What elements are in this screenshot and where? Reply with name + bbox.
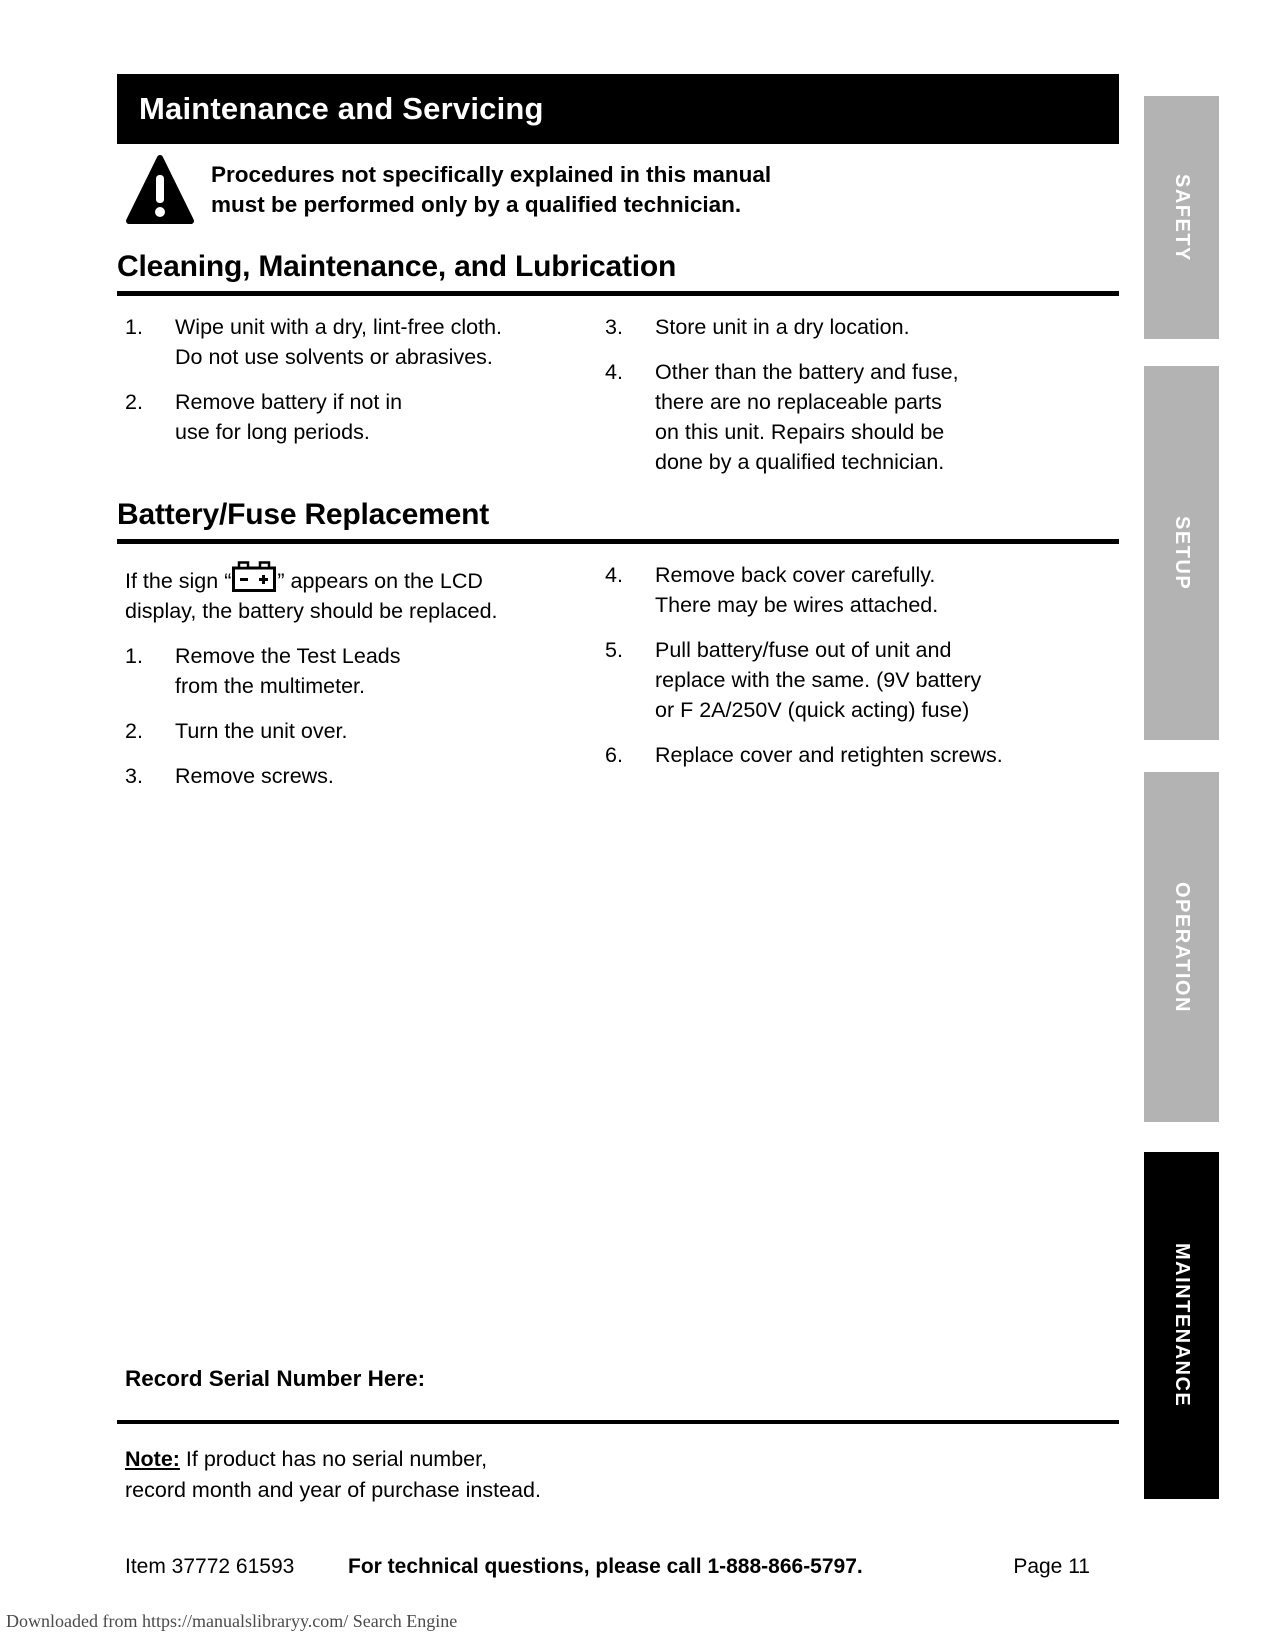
- list-number: 3.: [605, 315, 623, 339]
- list-text: [175, 716, 348, 746]
- list-line: Wipe unit with a dry, lint-free cloth.: [175, 315, 503, 339]
- list-line: Turn the unit over.: [175, 719, 348, 743]
- list-line: there are no replaceable parts: [655, 390, 942, 414]
- warning-triangle-icon: [125, 154, 195, 226]
- list-line: There may be wires attached.: [655, 593, 939, 617]
- cleaning-columns: [117, 312, 1119, 492]
- list-text: [655, 357, 959, 477]
- list-line: from the multimeter.: [175, 674, 365, 698]
- tab-setup: [1144, 366, 1219, 740]
- list-number: 3.: [125, 764, 143, 788]
- note-label: Note:: [125, 1447, 180, 1471]
- list-number: 6.: [605, 743, 623, 767]
- list-line: replace with the same. (9V battery: [655, 668, 982, 692]
- section-cleaning: [117, 250, 1119, 492]
- list-line: done by a qualified technician.: [655, 450, 945, 474]
- list-number: 2.: [125, 390, 143, 414]
- list-line: Other than the battery and fuse,: [655, 360, 959, 384]
- list-text: [655, 740, 1003, 770]
- note-line-2: record month and year of purchase instead.: [125, 1478, 541, 1502]
- list-line: Replace cover and retighten screws.: [655, 743, 1003, 767]
- serial-number-label: Record Serial Number Here:: [125, 1366, 426, 1391]
- list-item: [125, 716, 605, 746]
- list-text: [175, 641, 401, 701]
- warning-line-1: Procedures not specifically explained in this manual: [211, 162, 772, 187]
- list-line: Remove the Test Leads: [175, 644, 401, 668]
- list-text: [655, 312, 910, 342]
- note-line-1: [125, 1444, 541, 1475]
- list-item: [605, 357, 1119, 477]
- list-line: Remove battery if not in: [175, 390, 403, 414]
- tab-maintenance: [1144, 1152, 1219, 1499]
- footer-page-number: Page 11: [1013, 1555, 1090, 1578]
- list-item: [605, 312, 1119, 342]
- list-text: [175, 312, 502, 372]
- serial-note: [125, 1444, 541, 1506]
- section-title-bar: [117, 74, 1119, 144]
- tab-maintenance-label: MAINTENANCE: [1171, 1243, 1193, 1408]
- list-number: 5.: [605, 638, 623, 662]
- heading-rule: [117, 539, 1119, 544]
- list-item: [125, 641, 605, 701]
- warning-note: [125, 154, 771, 226]
- tab-operation: [1144, 772, 1219, 1122]
- list-number: 4.: [605, 360, 623, 384]
- list-item: [125, 387, 605, 447]
- battery-left-column: [125, 560, 605, 806]
- list-line: or F 2A/250V (quick acting) fuse): [655, 698, 970, 722]
- list-number: 1.: [125, 644, 143, 668]
- list-item: [125, 761, 605, 791]
- battery-right-column: [605, 560, 1119, 806]
- note-text: If product has no serial number,: [179, 1447, 488, 1471]
- list-number: 4.: [605, 563, 623, 587]
- section-battery-fuse: [117, 498, 1119, 806]
- list-line: Pull battery/fuse out of unit and: [655, 638, 952, 662]
- list-text: [655, 635, 981, 725]
- tab-safety-label: SAFETY: [1171, 173, 1193, 262]
- list-line: Store unit in a dry location.: [655, 315, 910, 339]
- section-heading-cleaning: Cleaning, Maintenance, and Lubrication: [117, 250, 677, 283]
- intro-text-pre: If the sign “: [125, 569, 232, 593]
- cleaning-right-column: [605, 312, 1119, 492]
- list-item: [605, 560, 1119, 620]
- battery-intro-line-1: [125, 560, 605, 596]
- tab-setup-label: SETUP: [1171, 515, 1193, 591]
- tab-safety: [1144, 96, 1219, 339]
- tab-operation-label: OPERATION: [1171, 881, 1193, 1013]
- battery-intro: [125, 560, 605, 626]
- list-line: Remove back cover carefully.: [655, 563, 936, 587]
- warning-line-2: must be performed only by a qualified technician.: [211, 192, 742, 217]
- list-item: [605, 740, 1119, 770]
- battery-columns: [117, 560, 1119, 806]
- warning-text: [211, 154, 771, 226]
- list-item: [605, 635, 1119, 725]
- footer-support-text: For technical questions, please call 1-888-866-5797.: [348, 1555, 863, 1578]
- serial-number-line: [117, 1420, 1119, 1424]
- list-line: use for long periods.: [175, 420, 370, 444]
- heading-rule: [117, 291, 1119, 296]
- page-footer: [117, 1555, 1119, 1583]
- battery-intro-line-2: display, the battery should be replaced.: [125, 599, 498, 623]
- list-line: Remove screws.: [175, 764, 334, 788]
- cleaning-left-column: [125, 312, 605, 492]
- list-number: 1.: [125, 315, 143, 339]
- low-battery-icon: [231, 569, 277, 593]
- footer-item-number: Item 37772 61593: [125, 1555, 295, 1578]
- download-watermark: Downloaded from https://manualslibraryy.com/ Search Engine: [6, 1611, 458, 1631]
- list-text: [175, 387, 402, 447]
- section-heading-battery: Battery/Fuse Replacement: [117, 498, 490, 531]
- list-line: Do not use solvents or abrasives.: [175, 345, 493, 369]
- intro-text-post: ” appears on the LCD: [277, 569, 483, 593]
- list-item: [125, 312, 605, 372]
- list-line: on this unit. Repairs should be: [655, 420, 945, 444]
- list-text: [655, 560, 938, 620]
- list-text: [175, 761, 334, 791]
- list-number: 2.: [125, 719, 143, 743]
- page-title: Maintenance and Servicing: [139, 91, 544, 126]
